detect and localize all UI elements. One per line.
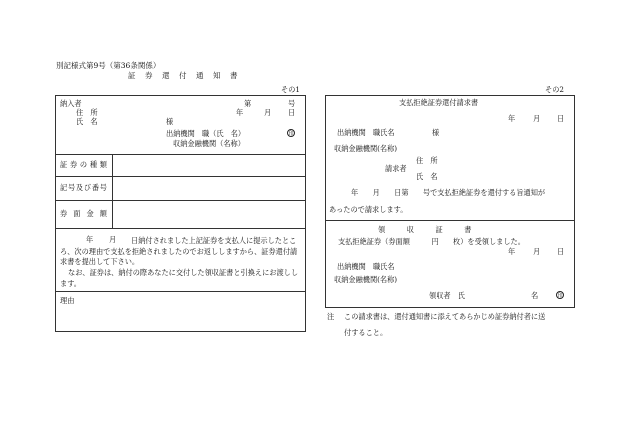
- notice-paragraph: 日納付されました上記証券を支払人に提示したところ、次の理由で支払を拒絶されましたのでお返ししますから、証券還付請求書を提出して下さい。: [60, 236, 298, 266]
- divider: [112, 154, 113, 228]
- notice-number-dai: 第: [244, 99, 252, 108]
- request-agency-label: 収納金融機関(名称): [334, 144, 398, 153]
- left-part-label: その1: [281, 85, 300, 94]
- request-statement-line1: 年 月 日第 号で支払拒絶証券を還付する旨通知が: [351, 188, 546, 197]
- receipt-date-tsuki: 月: [533, 247, 541, 256]
- notice-number-go: 号: [288, 99, 296, 108]
- requester-label: 請求者: [385, 164, 407, 173]
- divider: [325, 220, 575, 221]
- note-line1: この請求書は、還付通知書に添えてあらかじめ証券納付者に送: [344, 312, 546, 321]
- divider: [55, 154, 306, 155]
- right-part-label: その2: [545, 85, 564, 94]
- note-line2: 付すること。: [344, 328, 388, 337]
- request-honorific: 様: [432, 128, 440, 137]
- divider: [55, 200, 306, 201]
- receipt-date-nen: 年: [508, 247, 516, 256]
- seal-icon: 印: [557, 293, 563, 299]
- request-statement-line2: あったので請求します。: [329, 205, 408, 214]
- notice-date-tsuki: 月: [264, 108, 272, 117]
- request-official-label: 出納機関 職氏名: [337, 128, 395, 137]
- receipt-title: 領 収 証 書: [378, 225, 472, 234]
- receipt-date-hi: 日: [557, 247, 565, 256]
- receiver-label: 領収者 氏: [429, 291, 465, 300]
- addressee-honorific: 様: [166, 117, 174, 126]
- agency-official-label: 出納機関 職（氏 名）: [166, 129, 246, 138]
- agency-name-label: 収納金融機関（名称）: [173, 139, 245, 148]
- divider: [55, 176, 306, 177]
- note-label: 注: [327, 312, 335, 321]
- receipt-official-label: 出納機関 職氏名: [337, 262, 395, 271]
- notice-paragraph-tsuki: 月: [109, 235, 117, 244]
- seal-icon: 印: [288, 131, 294, 137]
- row-label-serial-number: 記号及び番号: [60, 183, 107, 192]
- notice-date-hi: 日: [288, 108, 296, 117]
- row-label-face-amount: 券面金額: [60, 209, 107, 218]
- notice-note: なお、証券は、納付の際あなたに交付した領収証書と引換えにお渡しします。: [60, 268, 299, 288]
- document-title: 証 券 還 付 通 知 書: [128, 71, 239, 80]
- reason-label: 理由: [60, 296, 75, 305]
- request-date-tsuki: 月: [533, 114, 541, 123]
- receiver-name-suffix: 名: [531, 291, 539, 300]
- request-title: 支払拒絶証券還付請求書: [399, 98, 479, 107]
- receipt-agency-label: 収納金融機関(名称): [334, 275, 398, 284]
- addressee-name-label: 氏 名: [76, 117, 98, 126]
- divider: [55, 291, 306, 292]
- requester-address-label: 住 所: [416, 156, 438, 165]
- row-label-security-type: 証券の種類: [60, 160, 107, 169]
- receipt-statement: 支払拒絶証券（券面額 円 枚）を受領しました。: [338, 237, 525, 246]
- request-date-nen: 年: [508, 114, 516, 123]
- notice-date-nen: 年: [236, 108, 244, 117]
- request-date-hi: 日: [557, 114, 565, 123]
- divider: [55, 228, 306, 229]
- form-number: 別記様式第9号（第36条関係）: [56, 61, 161, 70]
- left-seal-mark: [287, 129, 295, 137]
- requester-name-label: 氏 名: [416, 172, 438, 181]
- notice-paragraph-nen: 年: [86, 235, 94, 244]
- right-seal-mark: [556, 291, 564, 299]
- addressee-address-label: 住 所: [76, 108, 98, 117]
- addressee-label: 納入者: [60, 99, 82, 108]
